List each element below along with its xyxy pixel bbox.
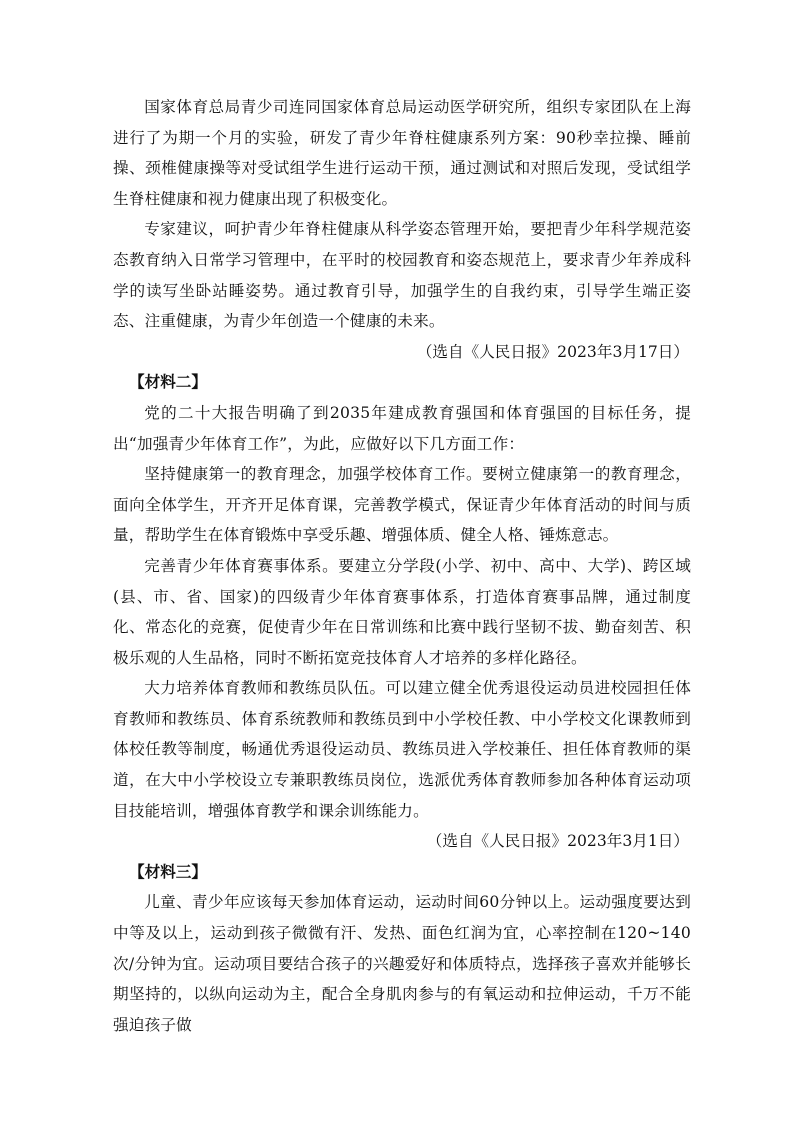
section-heading: 【材料二】 xyxy=(129,373,207,392)
document-content xyxy=(113,92,691,1040)
section-heading: 【材料三】 xyxy=(129,862,207,881)
body-paragraph: 完善青少年体育赛事体系。要建立分学段(小学、初中、高中、大学)、跨区域(县、市、省、国家)的四级青少年体育赛事体系，打造体育赛事品牌，通过制度化、常态化的竞赛，促使青少年在日常训练和比赛中践行坚韧不拔、勤奋刻苦、积极乐观的人生品格，同时不断拓宽竞技体育人才培养的多样化路径。 xyxy=(113,556,691,667)
source-citation: （选自《人民日报》2023年3月17日） xyxy=(416,342,689,361)
body-paragraph: 专家建议，呵护青少年脊柱健康从科学姿态管理开始，要把青少年科学规范姿态教育纳入日常学习管理中，在平时的校园教育和姿态规范上，要求青少年养成科学的读写坐卧站睡姿势。通过教育引导，加强学生的自我约束，引导学生端正姿态、注重健康，为青少年创造一个健康的未来。 xyxy=(113,220,691,331)
source-citation: （选自《人民日报》2023年3月1日） xyxy=(426,832,689,851)
body-paragraph: 国家体育总局青少司连同国家体育总局运动医学研究所，组织专家团队在上海进行了为期一个月的实验，研发了青少年脊柱健康系列方案：90秒幸拉操、睡前操、颈椎健康操等对受试组学生进行运动干预，通过测试和对照后发现，受试组学生脊柱健康和视力健康出现了积极变化。 xyxy=(113,98,691,208)
body-paragraph: 儿童、青少年应该每天参加体育运动，运动时间60分钟以上。运动强度要达到中等及以上，运动到孩子微微有汗、发热、面色红润为宜，心率控制在120~140次/分钟为宜。运动项目要结合孩子的兴趣爱好和体质特点，选择孩子喜欢并能够长期坚持的，以纵向运动为主，配合全身肌肉参与的有氧运动和拉伸运动，千万不能强迫孩子做 xyxy=(113,893,691,1034)
body-paragraph: 党的二十大报告明确了到2035年建成教育强国和体育强国的目标任务，提出“加强青少年体育工作”，为此，应做好以下几方面工作： xyxy=(113,403,691,453)
body-paragraph: 大力培养体育教师和教练员队伍。可以建立健全优秀退役运动员进校园担任体育教师和教练员、体育系统教师和教练员到中小学校任教、中小学校文化课教师到体校任教等制度，畅通优秀退役运动员、教练员进入学校兼任、担任体育教师的渠道，在大中小学校设立专兼职教练员岗位，选派优秀体育教师参加各种体育运动项目技能培训，增强体育教学和课余训练能力。 xyxy=(113,679,691,820)
body-paragraph: 坚持健康第一的教育理念，加强学校体育工作。要树立健康第一的教育理念，面向全体学生，开齐开足体育课，完善教学模式，保证青少年体育活动的时间与质量，帮助学生在体育锻炼中享受乐趣、增强体质、健全人格、锤炼意志。 xyxy=(113,465,691,545)
